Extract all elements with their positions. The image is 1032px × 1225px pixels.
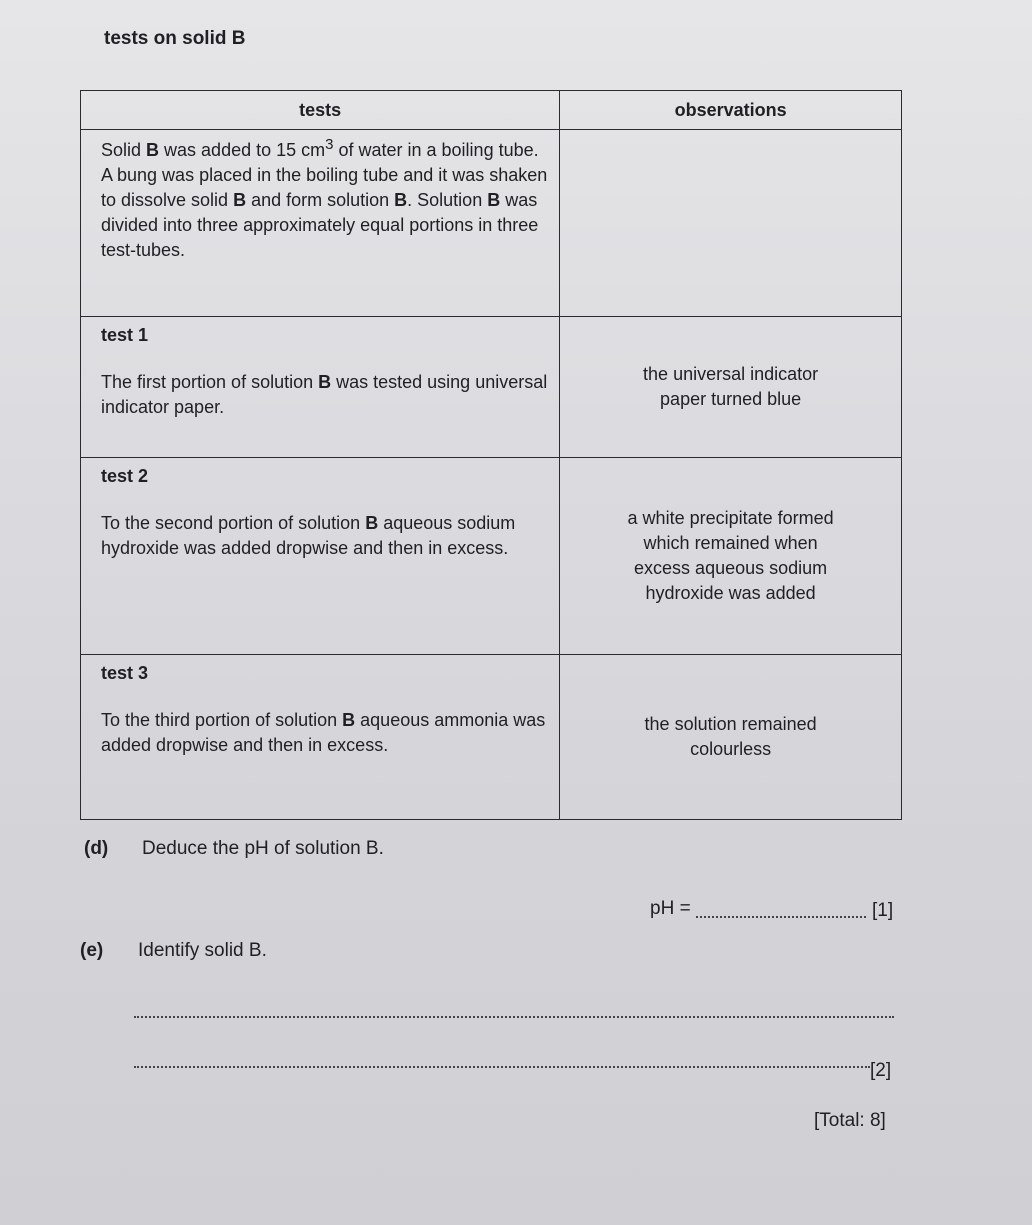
table-row-test-1 [81,317,902,458]
test-1-observation [560,317,902,458]
observation-line: a white precipitate formed [627,508,834,528]
observation-line: the solution remained [644,714,817,734]
intro-observation-cell [560,130,902,317]
test-2-text: aqueous sodium hydroxide was added dropwise and then in excess. [101,513,516,558]
observation-line: excess aqueous sodium [634,558,828,578]
intro-bold: B [146,140,160,160]
intro-bold: B [394,190,408,210]
observation-line: paper turned blue [660,389,802,409]
test-1-text: was tested using universal indicator paper. [101,372,548,417]
test-1-title: test 1 [101,325,149,345]
question-e-answer-line-1[interactable] [134,1016,894,1018]
intro-text: was divided into three approximately equal portions in three test-tubes. [101,190,539,260]
test-2-bold: B [365,513,379,533]
test-3-cell [81,655,560,820]
intro-bold: B [233,190,247,210]
question-e-answer-line-2[interactable] [134,1066,870,1068]
header-tests: tests [81,91,560,130]
intro-superscript: 3 [325,136,334,153]
observation-line: which remained when [643,533,818,553]
question-e [80,940,267,962]
table-header-row [81,91,902,130]
intro-text: of water in a boiling tube. A bung was placed in the boiling tube and it was shaken to dissolve solid [101,140,548,210]
ph-answer-prefix: pH = [650,898,691,919]
section-heading: tests on solid B [104,28,246,49]
test-1-cell [81,317,560,458]
test-2-text: To the second portion of solution [101,513,366,533]
question-e-text: Identify solid B. [138,940,267,961]
test-3-text: aqueous ammonia was added dropwise and then in excess. [101,710,546,755]
table-row-intro [81,130,902,317]
question-d-marks: [1] [872,900,894,921]
intro-text: . Solution [407,190,488,210]
intro-text: and form solution [246,190,395,210]
question-d [84,838,384,860]
test-2-cell [81,458,560,655]
table-row-test-3 [81,655,902,820]
question-d-label: (d) [84,838,109,859]
intro-cell [81,130,560,317]
test-1-bold: B [318,372,332,392]
observation-line: the universal indicator [643,364,819,384]
intro-text: was added to 15 cm [159,140,326,160]
intro-text: Solid [101,140,147,160]
test-1-text: The first portion of solution [101,372,319,392]
question-d-text: Deduce the pH of solution B. [142,838,384,859]
test-2-observation [560,458,902,655]
question-e-label: (e) [80,940,104,961]
question-e-marks: [2] [870,1060,892,1081]
total-marks: [Total: 8] [814,1110,886,1131]
observation-line: colourless [690,739,772,759]
ph-answer-line[interactable] [696,916,866,918]
test-3-bold: B [342,710,356,730]
test-3-title: test 3 [101,663,149,683]
test-3-text: To the third portion of solution [101,710,343,730]
tests-observations-table [80,90,902,820]
table-row-test-2 [81,458,902,655]
test-3-observation [560,655,902,820]
test-2-title: test 2 [101,466,149,486]
header-observations: observations [560,91,902,130]
observation-line: hydroxide was added [645,583,816,603]
intro-bold: B [487,190,501,210]
